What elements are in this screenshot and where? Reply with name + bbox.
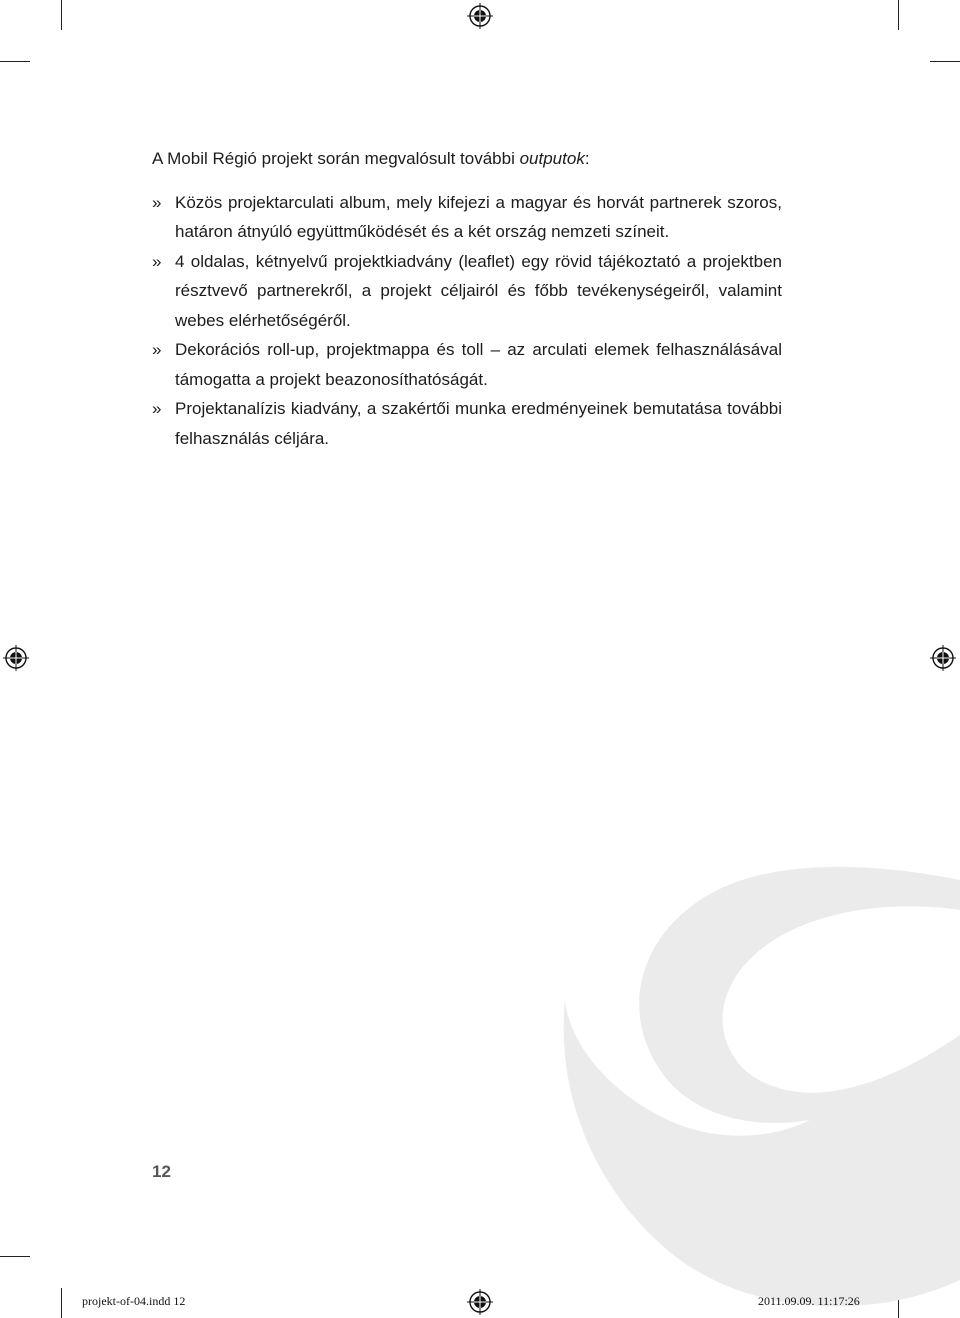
slug-file-name: projekt-of-04.indd 12 [82,1294,186,1308]
bullet-mark: » [152,251,162,271]
crop-mark-bottom-left-vertical [61,1288,62,1318]
list-item [152,394,782,453]
page-number: 12 [152,1162,171,1181]
main-content [152,144,782,453]
outputs-list [152,188,782,454]
intro-paragraph [152,144,782,174]
crop-mark-top-left-horizontal [0,61,30,62]
crop-mark-bottom-left-horizontal [0,1256,30,1257]
list-item [152,247,782,336]
registration-mark-right-icon [930,645,956,671]
registration-mark-left-icon [3,645,29,671]
slug-datetime: 2011.09.09. 11:17:26 [758,1294,860,1308]
registration-mark-top-icon [467,3,493,29]
intro-suffix: : [584,149,590,168]
list-item [152,335,782,394]
crop-mark-top-right-vertical [898,0,899,30]
registration-mark-bottom-icon [467,1289,493,1315]
intro-text: A Mobil Régió projekt során megvalósult további [152,149,520,168]
list-item-text: 4 oldalas, kétnyelvű projektkiadvány (leaflet) egy rövid tájékoztató a projektben résztvevő partnerekről, a projekt céljairól és főbb tevékenységeiről, valamint webes elérhetőségéről. [175,251,782,330]
intro-italic: outputok [519,149,585,168]
bullet-mark: » [152,192,162,212]
list-item-text: Dekorációs roll-up, projektmappa és toll – az arculati elemek felhasználásával támogatta a projekt beazonosíthatóságát. [175,340,782,389]
bullet-mark: » [152,340,162,359]
list-item [152,188,782,247]
logo-swoosh-watermark [560,840,960,1318]
list-item-text: Projektanalízis kiadvány, a szakértői munka eredményeinek bemutatása további felhasználás céljára. [175,399,782,448]
list-item-text: Közös projektarculati album, mely kifejezi a magyar és horvát partnerek szoros, határon átnyúló együttműködését és a két ország nemzeti színeit. [175,192,782,241]
crop-mark-top-right-horizontal [930,61,960,62]
crop-mark-top-left-vertical [61,0,62,30]
bullet-mark: » [152,399,162,418]
